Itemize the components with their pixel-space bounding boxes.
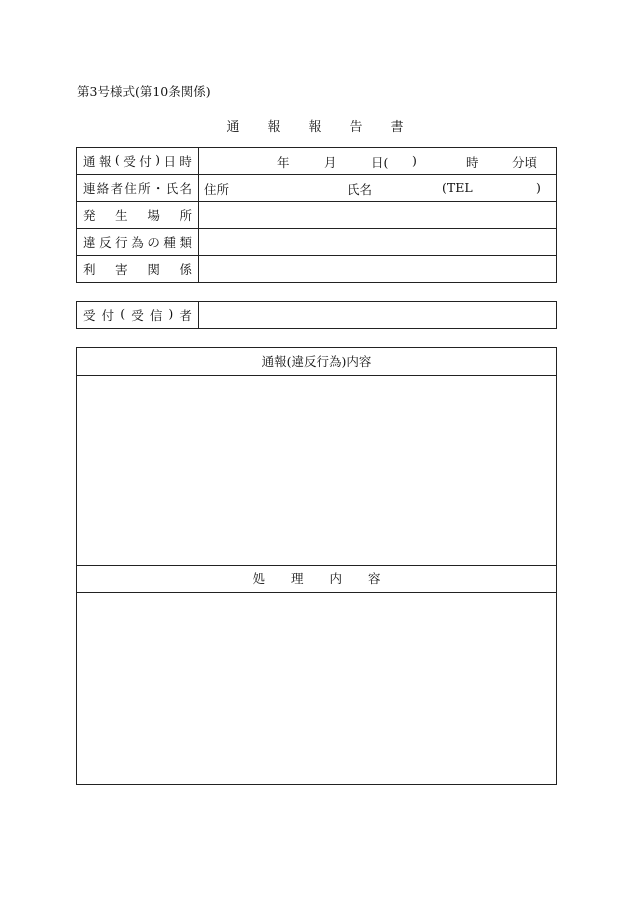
tel-label: (TEL <box>442 180 473 195</box>
place-field[interactable] <box>199 202 557 229</box>
datetime-field[interactable] <box>199 148 557 175</box>
interest-label: 利 害 関 係 <box>77 256 199 283</box>
day-unit: 日( <box>371 155 389 170</box>
contact-field[interactable] <box>199 175 557 202</box>
hour-unit: 時 <box>466 155 479 170</box>
document-title <box>0 116 630 135</box>
processing-header: 処 理 内 容 <box>77 565 556 593</box>
tel-close: ) <box>536 180 541 195</box>
title-char: 報 <box>308 120 322 135</box>
place-label: 発 生 場 所 <box>77 202 199 229</box>
content-area[interactable] <box>77 376 556 565</box>
weekday-close: ) <box>412 153 417 168</box>
title-char: 書 <box>390 120 404 135</box>
content-box <box>76 347 557 785</box>
processing-area[interactable] <box>77 593 556 783</box>
title-char: 通 <box>226 120 240 135</box>
interest-row <box>77 256 557 283</box>
interest-field[interactable] <box>199 256 557 283</box>
contact-label: 連 絡 者 住 所 ・ 氏 名 <box>77 175 199 202</box>
violation-row <box>77 229 557 256</box>
year-unit: 年 <box>277 155 290 170</box>
receiver-label: 受 付 ( 受 信 ) 者 <box>77 302 199 329</box>
title-char: 告 <box>349 120 363 135</box>
name-label: 氏名 <box>347 182 373 197</box>
datetime-label: 通 報 ( 受 付 ) 日 時 <box>77 148 199 175</box>
content-header: 通報(違反行為)内容 <box>77 348 556 376</box>
contact-row <box>77 175 557 202</box>
title-char: 報 <box>267 120 281 135</box>
receiver-field[interactable] <box>199 302 557 329</box>
receiver-row <box>77 302 557 329</box>
violation-field[interactable] <box>199 229 557 256</box>
minute-unit: 分頃 <box>512 155 538 170</box>
violation-label: 違 反 行 為 の 種 類 <box>77 229 199 256</box>
receiver-table <box>76 301 557 329</box>
month-unit: 月 <box>324 155 337 170</box>
datetime-row <box>77 148 557 175</box>
form-number: 第3号様式(第10条関係) <box>77 84 211 99</box>
report-info-table <box>76 147 557 283</box>
place-row <box>77 202 557 229</box>
address-label: 住所 <box>204 182 230 197</box>
